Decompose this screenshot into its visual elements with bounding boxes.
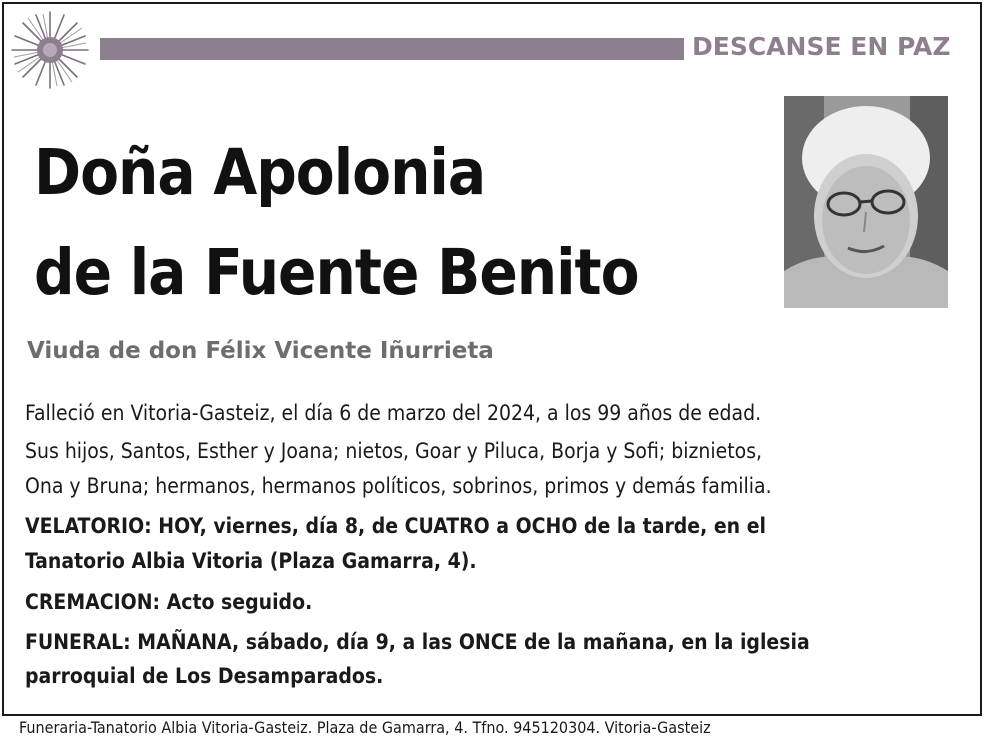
death-notice-text: Falleció en Vitoria-Gasteiz, el día 6 de marzo del 2024, a los 99 años de edad. <box>25 401 762 425</box>
funeral-home-footer: Funeraria-Tanatorio Albia Vitoria-Gasteiz. Plaza de Gamarra, 4. Tfno. 945120304. Vitoria-Gasteiz <box>19 718 711 737</box>
family-text-line2: Ona y Bruna; hermanos, hermanos políticos, sobrinos, primos y demás familia. <box>25 474 772 498</box>
funeral-text-line1: FUNERAL: MAÑANA, sábado, día 9, a las ONCE de la mañana, en la iglesia <box>25 630 810 654</box>
header-label: DESCANSE EN PAZ <box>692 32 951 61</box>
widow-subtitle: Viuda de don Félix Vicente Iñurrieta <box>27 338 494 364</box>
cremation-text: CREMACION: Acto seguido. <box>25 590 313 614</box>
family-text-line1: Sus hijos, Santos, Esther y Joana; nietos, Goar y Piluca, Borja y Sofi; biznietos, <box>25 439 763 463</box>
header-band <box>100 38 684 60</box>
funeral-text-line2: parroquial de Los Desamparados. <box>25 664 384 688</box>
portrait-photo <box>784 96 948 308</box>
deceased-name-line2: de la Fuente Benito <box>34 236 639 309</box>
deceased-name-line1: Doña Apolonia <box>34 136 486 209</box>
wake-text-line2: Tanatorio Albia Vitoria (Plaza Gamarra, 4). <box>25 549 477 573</box>
wake-text-line1: VELATORIO: HOY, viernes, día 8, de CUATRO a OCHO de la tarde, en el <box>25 514 766 538</box>
thistle-flower-icon <box>8 8 92 92</box>
